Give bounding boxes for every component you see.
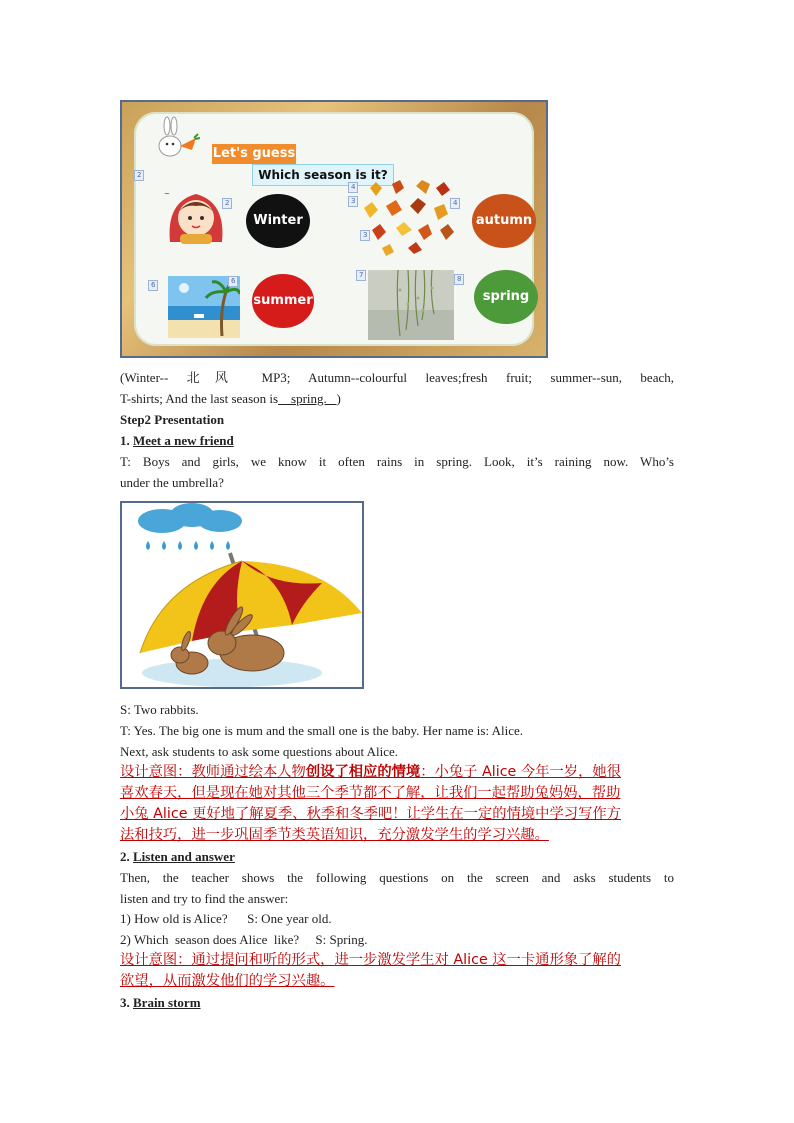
design-intent-1-line2: 喜欢春天，但是现在她对其他三个季节都不了解，让我们一起帮助兔妈妈，帮助 — [120, 785, 621, 801]
design-intent-1-part-a: 设计意图：教师通过绘本人物 — [120, 764, 306, 780]
answer-line-1: (Winter-- 北风 MP3; Autumn--colourful leaves;fresh fruit; summer--sun, beach, — [120, 370, 674, 385]
slide-tag: 2 — [134, 170, 144, 181]
dialog-teacher-1: T: Yes. The big one is mum and the small one is the baby. Her name is: Alice. — [120, 723, 524, 738]
section1-title: Meet a new friend — [133, 433, 234, 448]
design-intent-1-line4: 法和技巧，进一步巩固季节类英语知识，充分激发学生的学习兴趣。 — [120, 827, 549, 843]
section2-question-1: 1) How old is Alice? S: One year old. — [120, 911, 332, 926]
answer-line-2-close: ) — [336, 391, 341, 406]
lets-guess-slide-image — [120, 100, 548, 358]
umbrella-rabbits-image — [120, 501, 364, 689]
step2-heading: Step2 Presentation — [120, 412, 225, 427]
rainy-willow-illustration — [368, 270, 454, 340]
slide-tag: 8 — [454, 274, 464, 285]
section3-title: Brain storm — [133, 995, 201, 1010]
winter-answer-circle: Winter — [246, 194, 310, 248]
design-intent-1-line1 — [120, 762, 674, 783]
answer-blank: spring. — [278, 391, 337, 406]
dialog-next: Next, ask students to ask some questions about Alice. — [120, 744, 399, 759]
slide-tag: 3 — [360, 230, 370, 241]
spring-answer-circle: spring — [474, 270, 538, 324]
slide-tag: 6 — [228, 276, 238, 287]
section1-line1: T: Boys and girls, we know it often rains in spring. Look, it’s raining now. Who’s — [120, 454, 674, 469]
summer-answer-circle: summer — [252, 274, 314, 328]
svg-text:~: ~ — [164, 190, 170, 198]
autumn-answer-circle: autumn — [472, 194, 536, 248]
section2-number: 2. — [120, 849, 130, 864]
section2-title: Listen and answer — [133, 849, 235, 864]
section1-heading — [120, 430, 674, 451]
umbrella-rabbits-illustration — [122, 503, 362, 687]
section2-heading — [120, 846, 674, 867]
slide-tag: 4 — [348, 182, 358, 193]
which-season-question: Which season is it? — [252, 164, 394, 186]
rabbit-carrot-icon — [152, 116, 202, 160]
slide-tag: 4 — [450, 198, 460, 209]
answer-line-2-text: T-shirts; And the last season is — [120, 391, 279, 406]
section2-line2: listen and try to find the answer: — [120, 891, 289, 906]
design-intent-1-bold: 创设了相应的情境 — [305, 764, 421, 780]
slide-tag: 2 — [222, 198, 232, 209]
dialog-student-1: S: Two rabbits. — [120, 702, 199, 717]
section1-line2: under the umbrella? — [120, 475, 224, 490]
section2-question-2: 2) Which season does Alice like? S: Spring. — [120, 932, 368, 947]
design-intent-2-line2: 欲望，从而激发他们的学习兴趣。 — [120, 973, 335, 989]
design-intent-2-line1: 设计意图：通过提问和听的形式，进一步激发学生对 Alice 这一卡通形象了解的 — [120, 952, 621, 968]
slide-tag: 3 — [348, 196, 358, 207]
slide-tag: 6 — [148, 280, 158, 291]
section1-number: 1. — [120, 433, 130, 448]
design-intent-1-part-c: ：小兔子 Alice 今年一岁，她很 — [420, 764, 621, 780]
design-intent-1-line3: 小兔 Alice 更好地了解夏季、秋季和冬季吧！让学生在一定的情境中学习写作方 — [120, 806, 621, 822]
autumn-leaves-illustration — [360, 178, 460, 260]
slide-tag: 7 — [356, 270, 366, 281]
section3-number: 3. — [120, 995, 130, 1010]
answer-line-2 — [120, 388, 674, 409]
slide-panel — [134, 112, 534, 346]
section2-line1: Then, the teacher shows the following questions on the screen and asks students to — [120, 870, 674, 885]
section3-heading — [120, 992, 674, 1013]
cold-girl-illustration — [162, 182, 232, 250]
lets-guess-label: Let's guess — [212, 144, 296, 164]
